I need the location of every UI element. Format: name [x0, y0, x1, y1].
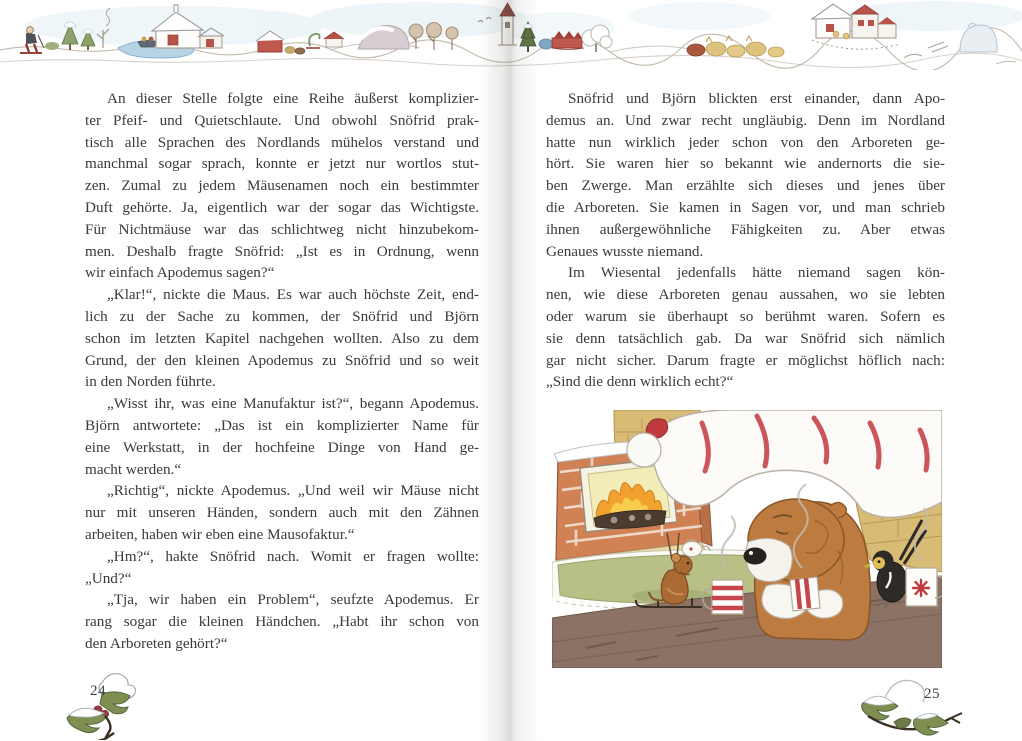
text-line: manchmal sogar sprach, konnte er jetzt nur wortlos stut-: [85, 155, 479, 173]
text-line: ihnen außergewöhnliche Fähigkeiten zu. Aber etwas: [546, 220, 945, 238]
gutter-shadow: [480, 0, 540, 741]
scene-bear: [744, 484, 871, 640]
text-line: oder warum sie überhaupt so berühmt waren. Sofern es: [546, 307, 945, 325]
text-line: hört. Sie waren hier so bekannt wie andernorts die sie-: [546, 155, 945, 173]
text-line: „Richtig“, nickte Apodemus. „Und weil wir Mäuse nicht: [107, 482, 479, 500]
text-line: ben Zwerge. Man erzählte sich dieses und jenes über: [546, 177, 945, 195]
text-line: An dieser Stelle folgte eine Reihe äußerst komplizier-: [107, 90, 479, 107]
holly-sprig-icon: [62, 670, 157, 740]
text-line: „Tja, wir haben ein Problem“, seufzte Apodemus. Er: [107, 591, 479, 609]
text-line: rang sogar die kleinen Händchen. „Habt ihr schon von: [85, 613, 479, 631]
text-line: „Hm?“, hakte Snöfrid nach. Womit er fragen wollte:: [107, 547, 479, 565]
text-line: Duft gehörte. Ja, eigentlich war der sogar das Wichtigste.: [85, 198, 479, 216]
text-line: Snöfrid und Björn blickten erst einander, dann Apo-: [568, 90, 945, 107]
text-line: ter Pfeif- und Quietschlaute. Und obwohl Snöfrid prak-: [85, 111, 479, 129]
text-line: Genaues wusste niemand.: [546, 242, 704, 260]
text-line: wir einfach Apodemus sagen?“: [85, 264, 275, 282]
text-line: tisch alle Sprachen des Nordlands mühelos verstand und: [85, 133, 479, 151]
text-line: die Arboreten. Sie kamen in Sagen vor, und man schrieb: [546, 198, 945, 216]
text-line: zen. Zumal zu jedem Mäusenamen noch ein bestimmter: [85, 177, 479, 195]
text-line: eine Werkstatt, in der hochfeine Dinge von Hand ge-: [85, 438, 479, 456]
text-line: men. Deshalb fragte Snöfrid: „Ist es in Ordnung, wenn: [85, 242, 479, 260]
text-line: „Sind die denn wirklich echt?“: [546, 373, 734, 391]
text-line: arbeiten, haben wir eben eine Mausofaktur.“: [85, 525, 355, 543]
banner-left-village-houses: [324, 32, 344, 47]
holly-branch-icon: [856, 674, 968, 738]
text-line: in den Norden führte.: [85, 373, 216, 391]
text-line: Grund, der den kleinen Apodemus zu Snöfrid und so weit: [85, 351, 479, 369]
right-page-footer: [856, 674, 968, 738]
banner-snow-boulder: [960, 23, 1016, 64]
banner-haystacks-and-cattle: [687, 36, 784, 57]
left-page-footer: [62, 670, 157, 740]
right-page-text: [546, 88, 945, 393]
text-line: Im Wiesental jedenfalls hätte niemand sagen kön-: [568, 264, 945, 282]
text-line: Björn antwortete: „Das ist ein komplizierter Name für: [85, 416, 479, 434]
text-line: „Wisst ihr, was eine Manufaktur ist?“, begann Apodemus.: [107, 395, 479, 413]
text-line: hatte nun wirklich jeder schon von den Arboreten ge-: [546, 133, 945, 151]
text-line: „Und?“: [85, 569, 132, 587]
text-line: nur mit unseren Händen, sondern auch mit den Zähnen: [85, 504, 479, 522]
text-line: den Arboreten gehört?“: [85, 634, 228, 652]
text-line: sie denn tatsächlich gab. Da war Snöfrid sich nämlich: [546, 329, 945, 347]
fireplace-scene-illustration: [552, 410, 942, 668]
text-line: macht werden.“: [85, 460, 182, 478]
text-line: demus an. Und zwar recht ungläubig. Denn im Nordland: [546, 111, 945, 129]
header-winter-panorama-illustration: [0, 0, 1022, 70]
text-line: nen, wie diese Arboreten genau aussahen, wo sie lebten: [546, 286, 945, 304]
text-line: gar nicht sicher. Darum fragte er möglichst höflich nach:: [546, 351, 945, 369]
text-line: Für Nichtmäuse war das schlichtweg nicht hinzubekom-: [85, 220, 479, 238]
text-line: lich zu der Sache zu kommen, der Snöfrid und Björn: [85, 307, 479, 325]
right-page-number: 25: [924, 686, 940, 702]
text-line: „Klar!“, nickte die Maus. Es war auch höchste Zeit, end-: [107, 286, 479, 304]
left-page-number: 24: [90, 683, 106, 699]
left-page-text: [85, 88, 479, 655]
text-line: schon im letzten Kapitel nachgehen wollten. Also zu dem: [85, 329, 479, 347]
